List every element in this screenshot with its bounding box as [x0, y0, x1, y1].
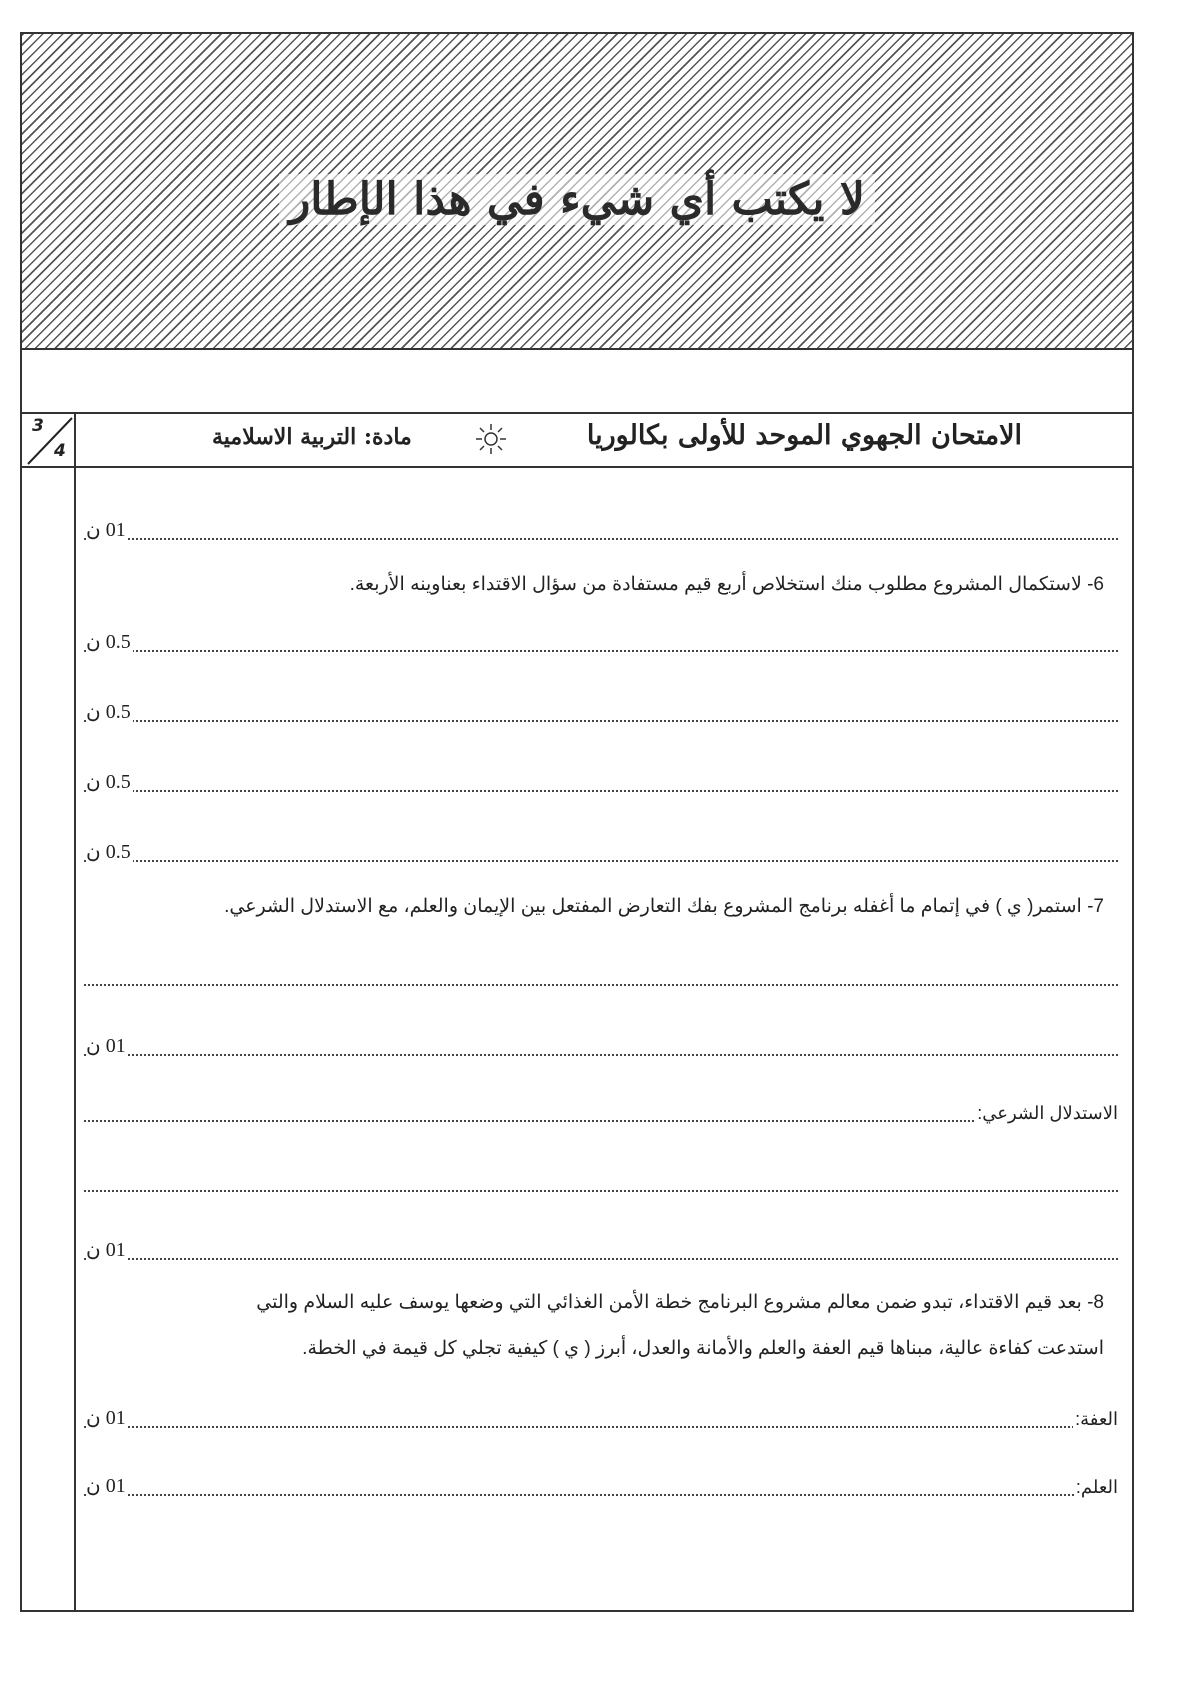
answer-line[interactable] [84, 1028, 1118, 1058]
mark-label: 01 ن [86, 519, 126, 541]
page-total: 4 [54, 441, 66, 461]
page-indicator [22, 414, 76, 466]
mark-label: 0.5 ن [86, 701, 131, 723]
answer-line[interactable] [84, 694, 1118, 724]
answer-line[interactable] [84, 958, 1118, 988]
question-7: 7- استمر( ي ) في إتمام ما أغفله برنامج المشروع بفك التعارض المفتعل بين الإيمان والعلم، مع الاستدلال الشرعي. [224, 896, 1104, 917]
dotted-line [84, 1494, 1118, 1496]
answer-line[interactable] [84, 512, 1118, 542]
dotted-line [84, 1190, 1118, 1192]
answer-line-knowledge[interactable] [84, 1468, 1118, 1498]
mark-label: 01 ن [86, 1475, 126, 1497]
answer-line[interactable] [84, 1232, 1118, 1262]
question-8-line-2: استدعت كفاءة عالية، مبناها قيم العفة والعلم والأمانة والعدل، أبرز ( ي ) كيفية تجلي كل قيمة في الخطة. [302, 1338, 1104, 1359]
dotted-line [84, 860, 1118, 862]
answer-line[interactable] [84, 764, 1118, 794]
banner-text [22, 174, 1132, 225]
mark-label: 0.5 ن [86, 631, 131, 653]
margin-column [22, 468, 76, 1610]
chastity-label: العفة: [1075, 1409, 1118, 1429]
exam-header [22, 412, 1132, 468]
dotted-line [84, 1054, 1118, 1056]
answer-line[interactable] [84, 624, 1118, 654]
answer-line[interactable] [84, 834, 1118, 864]
dotted-line [84, 538, 1118, 540]
question-8-line-1: 8- بعد قيم الاقتداء، تبدو ضمن معالم مشروع البرنامج خطة الأمن الغذائي التي وضعها يوسف عليه السلام والتي [256, 1292, 1104, 1313]
mark-label: 01 ن [86, 1239, 126, 1261]
banner-label: لا يكتب أي شيء في هذا الإطار [279, 174, 875, 225]
dotted-line [84, 650, 1118, 652]
knowledge-label: العلم: [1075, 1477, 1118, 1497]
page-current: 3 [32, 416, 44, 436]
mark-label: 0.5 ن [86, 841, 131, 863]
dotted-line [84, 790, 1118, 792]
dotted-line [84, 984, 1118, 986]
do-not-write-banner [22, 34, 1132, 350]
mark-label: 01 ن [86, 1407, 126, 1429]
answer-line[interactable] [84, 1094, 1118, 1124]
dotted-line [84, 1120, 1118, 1122]
evidence-label: الاستدلال الشرعي: [977, 1103, 1118, 1123]
exam-title: الامتحان الجهوي الموحد للأولى بكالوريا [586, 420, 1022, 451]
dotted-line [84, 1258, 1118, 1260]
mark-label: 0.5 ن [86, 771, 131, 793]
page-fraction-slash [22, 414, 76, 466]
dotted-line [84, 720, 1118, 722]
sun-icon [474, 422, 508, 456]
mark-label: 01 ن [86, 1035, 126, 1057]
answer-line-chastity[interactable] [84, 1400, 1118, 1430]
answer-line[interactable] [84, 1164, 1118, 1194]
dotted-line [84, 1426, 1118, 1428]
subject-label: مادة: التربية الاسلامية [212, 424, 412, 450]
question-6: 6- لاستكمال المشروع مطلوب منك استخلاص أربع قيم مستفادة من سؤال الاقتداء بعناوينه الأربعة. [349, 574, 1104, 595]
exam-sheet [20, 32, 1134, 1612]
answer-area [84, 468, 1118, 1610]
